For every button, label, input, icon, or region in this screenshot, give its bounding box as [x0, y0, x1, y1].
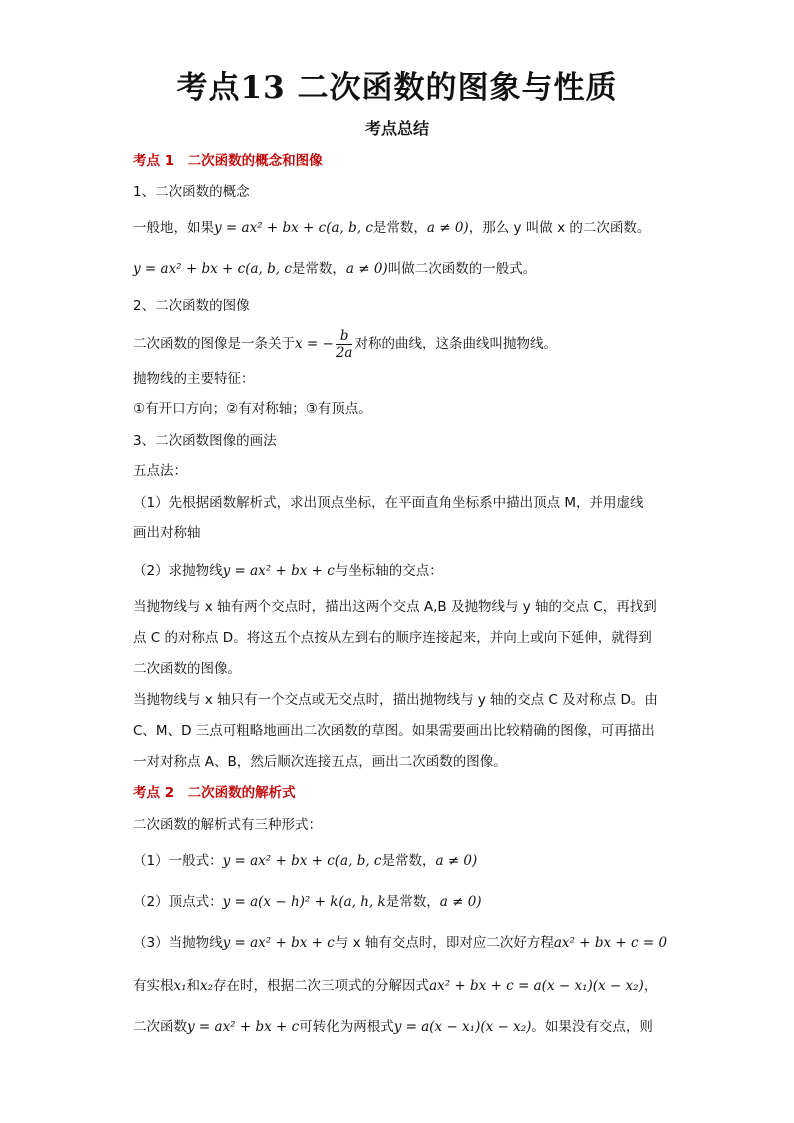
form2-line: [133, 893, 482, 911]
text: （3）当抛物线: [133, 935, 223, 951]
formula: y = a(x − x₁)(x − x₂): [393, 1019, 532, 1035]
forms-intro: 二次函数的解析式有三种形式：: [133, 817, 322, 833]
text: （2）求抛物线: [133, 563, 223, 579]
formula: y = ax² + bx + c(a, b, c: [214, 220, 373, 236]
para2-line-a: 当抛物线与 x 轴只有一个交点或无交点时，描出抛物线与 y 轴的交点 C 及对称点 D。由: [133, 692, 658, 708]
text: 是常数，: [381, 853, 436, 869]
text: 。如果没有交点，则: [531, 1019, 653, 1035]
formula: y = ax² + bx + c: [222, 563, 335, 579]
text: 一般地，如果: [133, 220, 214, 236]
text: 有实根: [133, 978, 174, 994]
formula: x₂: [200, 978, 214, 994]
text: （1）一般式：: [133, 853, 223, 869]
text: 与坐标轴的交点：: [334, 563, 443, 579]
form3-line-b: [133, 977, 657, 995]
text: 和: [186, 978, 201, 994]
formula: y = ax² + bx + c: [222, 935, 335, 951]
formula: y = ax² + bx + c: [187, 1019, 300, 1035]
subsection-2: 2、二次函数的图像: [133, 298, 250, 314]
text: 可转化为两根式: [299, 1019, 394, 1035]
text: 是常数，: [291, 261, 346, 277]
formula: y = ax² + bx + c(a, b, c: [222, 853, 382, 869]
form3-line-a: [133, 934, 667, 952]
formula: a ≠ 0): [426, 220, 469, 236]
text: 是常数，: [385, 894, 440, 910]
text: 是常数，: [372, 220, 427, 236]
fraction-denominator: 2a: [335, 344, 353, 361]
text: 二次函数: [133, 1019, 187, 1035]
page-subtitle: 考点总结: [364, 119, 429, 138]
formula: x₁: [173, 978, 187, 994]
definition-line: [133, 219, 650, 237]
para1-line-a: 当抛物线与 x 轴有两个交点时，描出这两个交点 A,B 及抛物线与 y 轴的交点 C，再找到: [133, 599, 657, 615]
para2-line-c: 一对对称点 A、B，然后顺次连接五点，画出二次函数的图像。: [133, 754, 507, 770]
features-label: 抛物线的主要特征：: [133, 371, 255, 387]
section-heading-1: 考点 1 二次函数的概念和图像: [133, 153, 323, 169]
formula: y = a(x − h)² + k(a, h, k: [222, 894, 386, 910]
text: 与 x 轴有交点时，即对应二次好方程: [334, 935, 554, 951]
text: 叫做二次函数的一般式。: [387, 261, 537, 277]
para2-line-b: C、M、D 三点可粗略地画出二次函数的草图。如果需要画出比较精确的图像，可再描出: [133, 723, 655, 739]
para1-line-b: 点 C 的对称点 D。将这五个点按从左到右的顺序连接起来，并向上或向下延伸，就得到: [133, 630, 652, 646]
five-point-label: 五点法：: [133, 463, 187, 479]
text: ，: [643, 978, 658, 994]
text: （2）顶点式：: [133, 894, 223, 910]
formula: y = ax² + bx + c(a, b, c: [133, 261, 292, 277]
page-title: 考点13 二次函数的图象与性质: [176, 70, 618, 106]
step1-line-a: （1）先根据函数解析式，求出顶点坐标，在平面直角坐标系中描出顶点 M，并用虚线: [133, 495, 644, 511]
formula: x = −: [295, 336, 334, 352]
form3-line-c: [133, 1018, 653, 1036]
axis-line: [133, 324, 557, 364]
text: ，那么 y 叫做 x 的二次函数。: [468, 220, 651, 236]
step1-line-b: 画出对称轴: [133, 525, 201, 541]
fraction: [336, 328, 353, 361]
formula: a ≠ 0): [439, 894, 482, 910]
step2-line: [133, 562, 443, 580]
features-list: ①有开口方向；②有对称轴；③有顶点。: [133, 401, 372, 417]
subsection-3: 3、二次函数图像的画法: [133, 433, 277, 449]
formula: a ≠ 0): [435, 853, 478, 869]
subsection-1: 1、二次函数的概念: [133, 184, 250, 200]
text: 存在时，根据二次三项式的分解因式: [213, 978, 430, 994]
fraction-numerator: b: [336, 328, 353, 345]
general-form-line: [133, 260, 536, 278]
text: 二次函数的图像是一条关于: [133, 336, 295, 352]
form1-line: [133, 852, 477, 870]
section-heading-2: 考点 2 二次函数的解析式: [133, 785, 296, 801]
text: 对称的曲线，这条曲线叫抛物线。: [354, 336, 557, 352]
para1-line-c: 二次函数的图像。: [133, 661, 241, 677]
formula: ax² + bx + c = a(x − x₁)(x − x₂): [429, 978, 644, 994]
formula: a ≠ 0): [345, 261, 388, 277]
formula: ax² + bx + c = 0: [553, 935, 668, 951]
